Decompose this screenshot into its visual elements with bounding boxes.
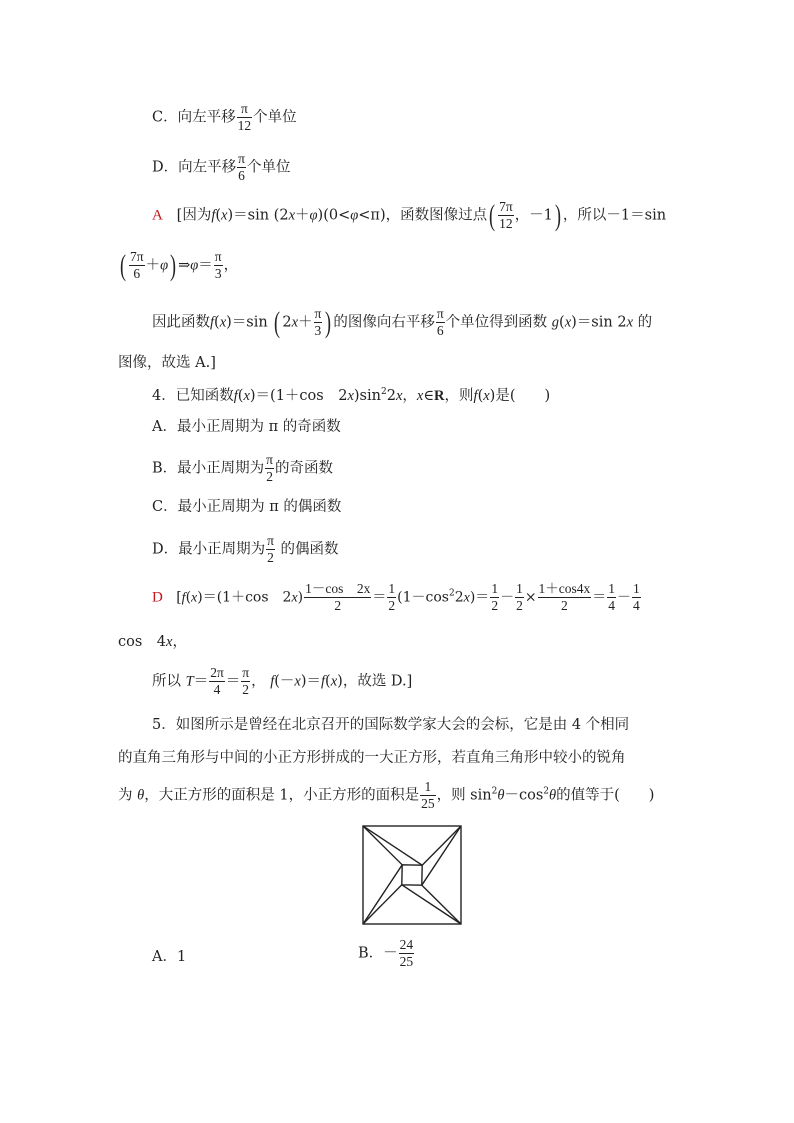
triangle-3 bbox=[363, 885, 461, 924]
answer-letter: A bbox=[152, 207, 163, 224]
inner-square bbox=[402, 865, 422, 885]
solution-3-line-4: 图像，故选 A.] bbox=[118, 355, 216, 371]
question-5-line-1: 5．如图所示是曾经在北京召开的国际数学家大会的会标，它是由 4 个相同 bbox=[152, 717, 630, 733]
option-d: D．向左平移 $\frac{\pi}{6}$ 个单位 bbox=[152, 151, 291, 184]
fraction: $\frac{\pi}{3}$ bbox=[214, 249, 222, 282]
question-4-option-c: C．最小正周期为 π 的偶函数 bbox=[152, 499, 342, 515]
solution-3-line-2: ( $\frac{7\pi}{6}$ ＋φ) ⇒φ＝ $\frac{\pi}{3}$ ， bbox=[120, 248, 239, 282]
question-5-option-b: B．－ $\frac{24}{25}$ bbox=[358, 937, 414, 970]
fraction: $\frac{24}{25}$ bbox=[399, 937, 414, 970]
question-5-line-2: 的直角三角形与中间的小正方形拼成的一大正方形，若直角三角形中较小的锐角 bbox=[118, 750, 626, 766]
triangle-2 bbox=[422, 826, 461, 924]
solution-4-line-1: D [f(x)＝(1＋cos 2x) $\frac{1-\cos 2x}{2}$ ＝ $\frac{1}{2}$ $(1-\cos^22x)=$ $\frac{1}{2}$ － $\frac{1}{2}$ × $\frac{1+\cos 4x}{2}$ ＝ $\frac{1}{4}$ － $\frac{1}{4}$ bbox=[152, 581, 640, 614]
fraction: $\frac{1-\cos 2x}{2}$ bbox=[305, 581, 371, 614]
triangle-4 bbox=[363, 826, 402, 924]
fraction: $\frac{2\pi}{4}$ bbox=[210, 665, 224, 698]
solution-4-line-3: 所以 T＝ $\frac{2\pi}{4}$ ＝ $\frac{\pi}{2}$ ， f(－x)＝f(x)，故选 D.] bbox=[152, 665, 413, 698]
fraction: $\frac{1}{4}$ bbox=[633, 581, 640, 614]
question-4-stem: 4．已知函数f(x)＝(1＋cos $2x)\sin^22x$，x∈R，则f(x)是( ) bbox=[152, 387, 551, 404]
question-4-option-a: A．最小正周期为 π 的奇函数 bbox=[152, 419, 341, 435]
fraction: $\frac{\pi}{12}$ bbox=[237, 101, 252, 134]
solution-3-line-1: A [因为f(x)＝sin (2x＋φ)(0<φ<π)，函数图像过点( $\frac{7\pi}{12}$ ，－1) ，所以－1＝sin bbox=[152, 198, 667, 232]
fraction: $\frac{1}{4}$ bbox=[608, 581, 616, 614]
fraction: $\frac{\pi}{6}$ bbox=[436, 306, 444, 339]
fraction: $\frac{7\pi}{12}$ bbox=[499, 199, 513, 232]
fraction: $\frac{\pi}{6}$ bbox=[238, 151, 245, 184]
fraction: $\frac{1}{2}$ bbox=[388, 581, 396, 614]
fraction: $\frac{\pi}{2}$ bbox=[266, 452, 273, 485]
emblem-figure bbox=[362, 825, 462, 925]
answer-letter: D bbox=[152, 589, 163, 606]
fraction: $\frac{1}{2}$ bbox=[491, 581, 499, 614]
fraction: $\frac{\pi}{2}$ bbox=[242, 665, 250, 698]
question-5-line-3: 为 θ，大正方形的面积是 1，小正方形的面积是 $\frac{1}{25}$ ，则 $\sin^2\theta-\cos^2\theta$的值等于( ) bbox=[118, 779, 655, 812]
fraction: $\frac{\pi}{2}$ bbox=[267, 533, 274, 566]
fraction: $\frac{7\pi}{6}$ bbox=[130, 249, 144, 282]
question-4-option-d: D．最小正周期为 $\frac{\pi}{2}$ 的偶函数 bbox=[152, 533, 339, 566]
fraction: $\frac{1+\cos 4x}{2}$ bbox=[538, 581, 591, 614]
fraction: $\frac{1}{2}$ bbox=[516, 581, 523, 614]
fraction: $\frac{\pi}{3}$ bbox=[314, 306, 322, 339]
question-5-option-a: A．1 bbox=[152, 949, 187, 965]
fraction: $\frac{1}{25}$ bbox=[421, 779, 435, 812]
solution-3-line-3: 因此函数f(x)＝sin ( 2x＋ $\frac{\pi}{3}$ ) 的图像向右平移 $\frac{\pi}{6}$ 个单位得到函数 g(x)＝sin 2x 的 bbox=[152, 305, 653, 339]
question-4-option-b: B．最小正周期为 $\frac{\pi}{2}$ 的奇函数 bbox=[152, 452, 333, 485]
triangle-1 bbox=[363, 826, 461, 865]
option-c: C．向左平移 $\frac{\pi}{12}$ 个单位 bbox=[152, 101, 297, 134]
solution-4-line-2: cos 4x， bbox=[118, 634, 187, 650]
